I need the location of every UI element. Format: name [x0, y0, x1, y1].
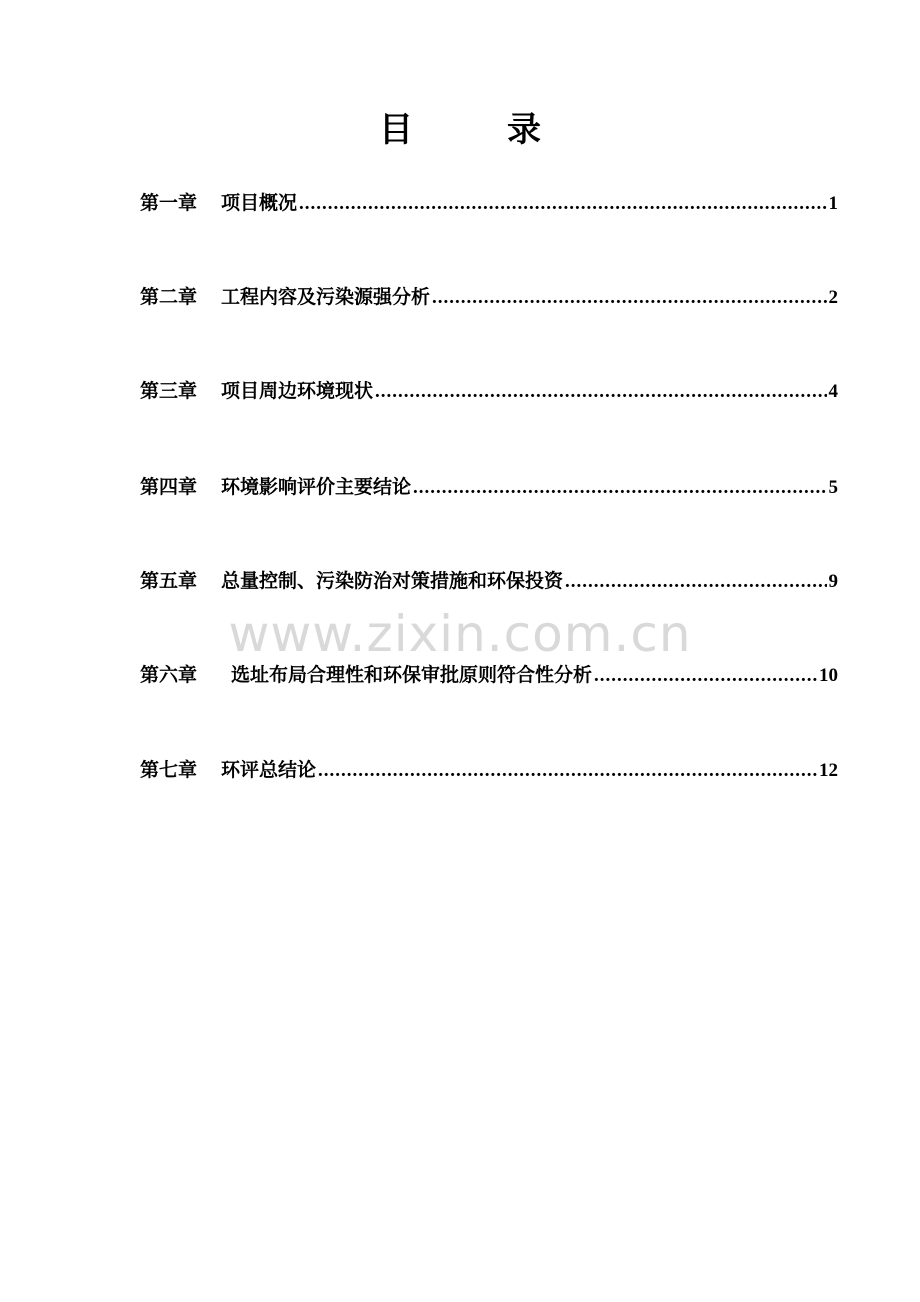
toc-chapter-label: 第三章	[140, 380, 198, 402]
toc-leader-dots	[432, 280, 826, 316]
toc-chapter-label: 第五章	[140, 570, 198, 592]
toc-heading: 工程内容及污染源强分析	[221, 286, 431, 308]
toc-leader-dots	[299, 186, 826, 222]
toc-heading: 总量控制、污染防治对策措施和环保投资	[221, 570, 564, 592]
toc-page-number: 2	[828, 287, 838, 308]
toc-heading: 项目概况	[221, 192, 298, 214]
toc-entry-3[interactable]	[140, 373, 838, 409]
toc-entry-5[interactable]	[140, 563, 838, 599]
toc-entry-1[interactable]	[140, 185, 838, 221]
toc-chapter-label: 第一章	[140, 192, 198, 214]
toc-entry-2[interactable]	[140, 279, 838, 315]
toc-leader-dots	[318, 753, 817, 789]
watermark: www.zixin.com.cn	[228, 605, 692, 663]
toc-leader-dots	[413, 470, 826, 506]
toc-page-number: 1	[828, 193, 838, 214]
toc-entry-6[interactable]	[140, 657, 838, 693]
toc-page-number: 12	[819, 760, 838, 781]
toc-chapter-label: 第六章	[140, 664, 198, 686]
toc-heading: 项目周边环境现状	[221, 380, 374, 402]
toc-page-number: 10	[819, 665, 838, 686]
toc-page-number: 9	[828, 571, 838, 592]
toc-leader-dots	[594, 658, 817, 694]
toc-title: 目 录	[379, 110, 571, 150]
toc-heading: 选址布局合理性和环保审批原则符合性分析	[231, 664, 593, 686]
toc-chapter-label: 第四章	[140, 476, 198, 498]
toc-chapter-label: 第七章	[140, 759, 198, 781]
toc-chapter-label: 第二章	[140, 286, 198, 308]
toc-entry-7[interactable]	[140, 752, 838, 788]
toc-entry-4[interactable]	[140, 469, 838, 505]
toc-page-number: 4	[828, 381, 838, 402]
toc-heading: 环境影响评价主要结论	[221, 476, 412, 498]
toc-heading: 环评总结论	[221, 759, 317, 781]
toc-leader-dots	[565, 564, 826, 600]
toc-leader-dots	[375, 374, 826, 410]
toc-page-number: 5	[828, 477, 838, 498]
